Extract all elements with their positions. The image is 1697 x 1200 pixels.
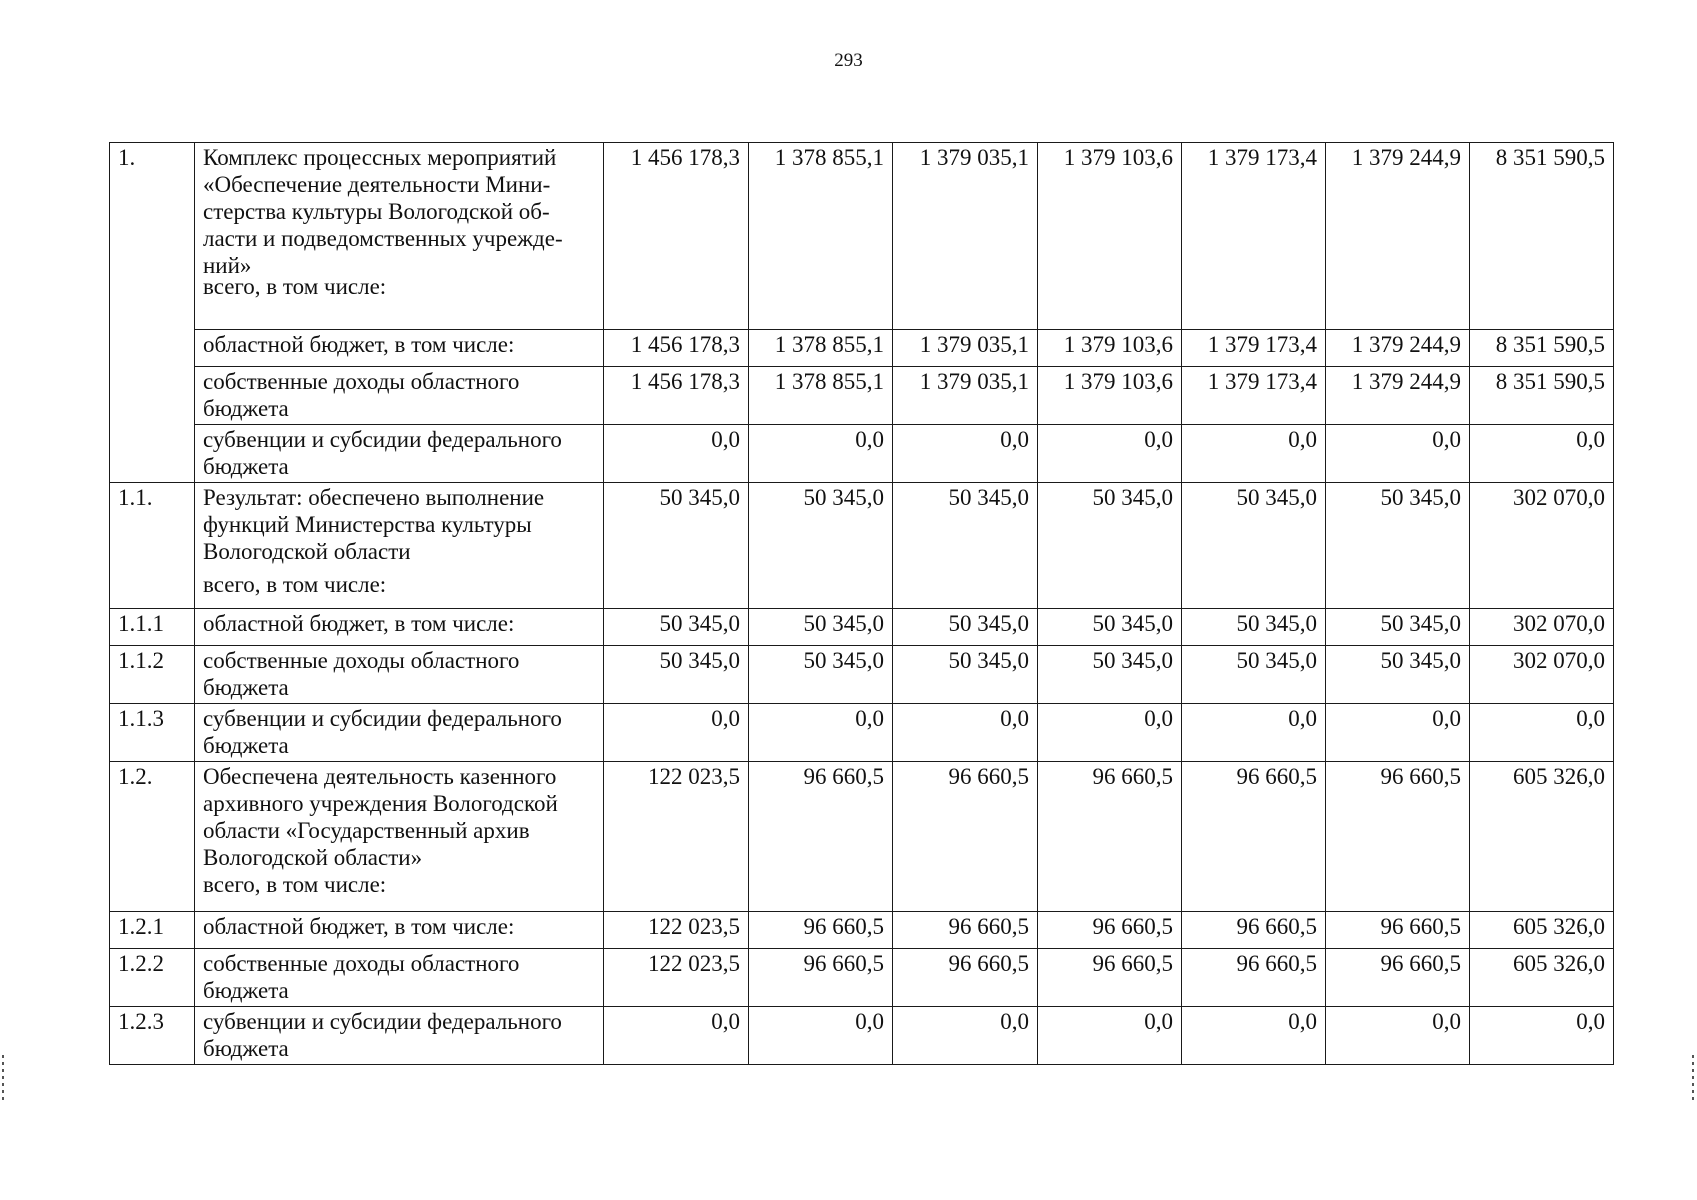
row-title: Комплекс процессных мероприятий «Обеспечение деятельности Мини-стерства культуры Вологодской об-ласти и подведомственных учрежде-ний» xyxy=(203,145,563,278)
value-cell: 1 379 035,1 xyxy=(893,143,1038,330)
row-number: 1.2.1 xyxy=(110,912,195,949)
row-subtitle: всего, в том числе: xyxy=(203,572,387,597)
row-title: собственные доходы областного бюджета xyxy=(195,646,604,704)
value-cell: 50 345,0 xyxy=(893,646,1038,704)
value-cell: 0,0 xyxy=(604,704,749,762)
total-cell: 302 070,0 xyxy=(1470,609,1614,646)
value-cell: 96 660,5 xyxy=(1182,762,1326,912)
value-cell: 1 379 103,6 xyxy=(1038,330,1182,367)
value-cell: 96 660,5 xyxy=(893,762,1038,912)
table-row xyxy=(110,762,1614,912)
row-number: 1.1.3 xyxy=(110,704,195,762)
table-row xyxy=(110,949,1614,1007)
total-cell: 0,0 xyxy=(1470,704,1614,762)
value-cell: 50 345,0 xyxy=(1038,609,1182,646)
row-number: 1.1.1 xyxy=(110,609,195,646)
value-cell: 0,0 xyxy=(1038,704,1182,762)
scan-edge-mark-right xyxy=(1692,1055,1694,1100)
row-number: 1.1. xyxy=(110,483,195,609)
row-title: субвенции и субсидии федерального бюджета xyxy=(195,1007,604,1065)
value-cell: 0,0 xyxy=(1326,704,1470,762)
row-number: 1. xyxy=(110,143,195,483)
value-cell: 0,0 xyxy=(604,1007,749,1065)
row-subtitle: всего, в том числе: xyxy=(203,274,387,299)
value-cell: 0,0 xyxy=(893,425,1038,483)
row-title: субвенции и субсидии федерального бюджета xyxy=(195,425,604,483)
table-row xyxy=(110,483,1614,609)
value-cell: 50 345,0 xyxy=(749,609,893,646)
value-cell: 96 660,5 xyxy=(1182,912,1326,949)
row-description xyxy=(195,143,604,330)
total-cell: 8 351 590,5 xyxy=(1470,143,1614,330)
value-cell: 50 345,0 xyxy=(604,609,749,646)
value-cell: 50 345,0 xyxy=(893,609,1038,646)
table-row xyxy=(110,367,1614,425)
total-cell: 302 070,0 xyxy=(1470,646,1614,704)
total-cell: 605 326,0 xyxy=(1470,912,1614,949)
value-cell: 50 345,0 xyxy=(1038,646,1182,704)
value-cell: 96 660,5 xyxy=(1326,949,1470,1007)
value-cell: 1 379 244,9 xyxy=(1326,367,1470,425)
row-number: 1.1.2 xyxy=(110,646,195,704)
value-cell: 122 023,5 xyxy=(604,949,749,1007)
table-row xyxy=(110,1007,1614,1065)
row-title: Обеспечена деятельность казенного архивного учреждения Вологодской области «Государственный архив Вологодской области» xyxy=(203,764,558,870)
value-cell: 1 379 103,6 xyxy=(1038,367,1182,425)
value-cell: 0,0 xyxy=(1326,1007,1470,1065)
value-cell: 96 660,5 xyxy=(1326,912,1470,949)
value-cell: 50 345,0 xyxy=(749,646,893,704)
value-cell: 1 379 244,9 xyxy=(1326,143,1470,330)
scan-edge-mark-left xyxy=(2,1055,4,1100)
row-number: 1.2.3 xyxy=(110,1007,195,1065)
value-cell: 50 345,0 xyxy=(1038,483,1182,609)
table-row xyxy=(110,330,1614,367)
value-cell: 1 378 855,1 xyxy=(749,330,893,367)
table-row xyxy=(110,646,1614,704)
value-cell: 0,0 xyxy=(1182,1007,1326,1065)
value-cell: 96 660,5 xyxy=(749,762,893,912)
total-cell: 605 326,0 xyxy=(1470,949,1614,1007)
row-subtitle: всего, в том числе: xyxy=(203,872,387,897)
value-cell: 0,0 xyxy=(1326,425,1470,483)
value-cell: 0,0 xyxy=(1182,425,1326,483)
row-title: областной бюджет, в том числе: xyxy=(195,330,604,367)
value-cell: 1 379 173,4 xyxy=(1182,330,1326,367)
value-cell: 96 660,5 xyxy=(749,949,893,1007)
total-cell: 302 070,0 xyxy=(1470,483,1614,609)
value-cell: 1 456 178,3 xyxy=(604,367,749,425)
value-cell: 96 660,5 xyxy=(1038,949,1182,1007)
row-title: собственные доходы областного бюджета xyxy=(195,367,604,425)
value-cell: 0,0 xyxy=(1182,704,1326,762)
value-cell: 50 345,0 xyxy=(1182,609,1326,646)
value-cell: 50 345,0 xyxy=(604,646,749,704)
total-cell: 0,0 xyxy=(1470,1007,1614,1065)
value-cell: 1 456 178,3 xyxy=(604,143,749,330)
table-row xyxy=(110,912,1614,949)
total-cell: 605 326,0 xyxy=(1470,762,1614,912)
row-title: областной бюджет, в том числе: xyxy=(195,912,604,949)
value-cell: 1 379 173,4 xyxy=(1182,367,1326,425)
value-cell: 96 660,5 xyxy=(893,949,1038,1007)
value-cell: 50 345,0 xyxy=(749,483,893,609)
value-cell: 1 378 855,1 xyxy=(749,367,893,425)
value-cell: 50 345,0 xyxy=(1326,609,1470,646)
page-number: 293 xyxy=(834,50,863,71)
value-cell: 50 345,0 xyxy=(604,483,749,609)
value-cell: 96 660,5 xyxy=(893,912,1038,949)
value-cell: 1 379 035,1 xyxy=(893,330,1038,367)
table-row xyxy=(110,425,1614,483)
value-cell: 0,0 xyxy=(893,1007,1038,1065)
value-cell: 1 379 035,1 xyxy=(893,367,1038,425)
budget-table xyxy=(109,142,1614,1065)
value-cell: 1 379 173,4 xyxy=(1182,143,1326,330)
row-title: областной бюджет, в том числе: xyxy=(195,609,604,646)
value-cell: 1 379 244,9 xyxy=(1326,330,1470,367)
value-cell: 50 345,0 xyxy=(893,483,1038,609)
value-cell: 96 660,5 xyxy=(1038,762,1182,912)
total-cell: 8 351 590,5 xyxy=(1470,367,1614,425)
value-cell: 96 660,5 xyxy=(1326,762,1470,912)
row-description xyxy=(195,762,604,912)
value-cell: 1 378 855,1 xyxy=(749,143,893,330)
row-number: 1.2.2 xyxy=(110,949,195,1007)
value-cell: 122 023,5 xyxy=(604,762,749,912)
value-cell: 96 660,5 xyxy=(1182,949,1326,1007)
value-cell: 50 345,0 xyxy=(1182,483,1326,609)
row-title: субвенции и субсидии федерального бюджета xyxy=(195,704,604,762)
value-cell: 50 345,0 xyxy=(1326,646,1470,704)
table-row xyxy=(110,704,1614,762)
value-cell: 0,0 xyxy=(749,704,893,762)
row-number: 1.2. xyxy=(110,762,195,912)
row-title: собственные доходы областного бюджета xyxy=(195,949,604,1007)
row-description xyxy=(195,483,604,609)
value-cell: 0,0 xyxy=(1038,425,1182,483)
value-cell: 0,0 xyxy=(893,704,1038,762)
value-cell: 0,0 xyxy=(1038,1007,1182,1065)
value-cell: 1 379 103,6 xyxy=(1038,143,1182,330)
total-cell: 8 351 590,5 xyxy=(1470,330,1614,367)
value-cell: 50 345,0 xyxy=(1326,483,1470,609)
total-cell: 0,0 xyxy=(1470,425,1614,483)
value-cell: 1 456 178,3 xyxy=(604,330,749,367)
value-cell: 0,0 xyxy=(604,425,749,483)
table-row xyxy=(110,609,1614,646)
table-row xyxy=(110,143,1614,330)
row-title: Результат: обеспечено выполнение функций Министерства культуры Вологодской области xyxy=(203,485,545,564)
value-cell: 96 660,5 xyxy=(1038,912,1182,949)
value-cell: 96 660,5 xyxy=(749,912,893,949)
value-cell: 122 023,5 xyxy=(604,912,749,949)
value-cell: 0,0 xyxy=(749,425,893,483)
value-cell: 50 345,0 xyxy=(1182,646,1326,704)
value-cell: 0,0 xyxy=(749,1007,893,1065)
